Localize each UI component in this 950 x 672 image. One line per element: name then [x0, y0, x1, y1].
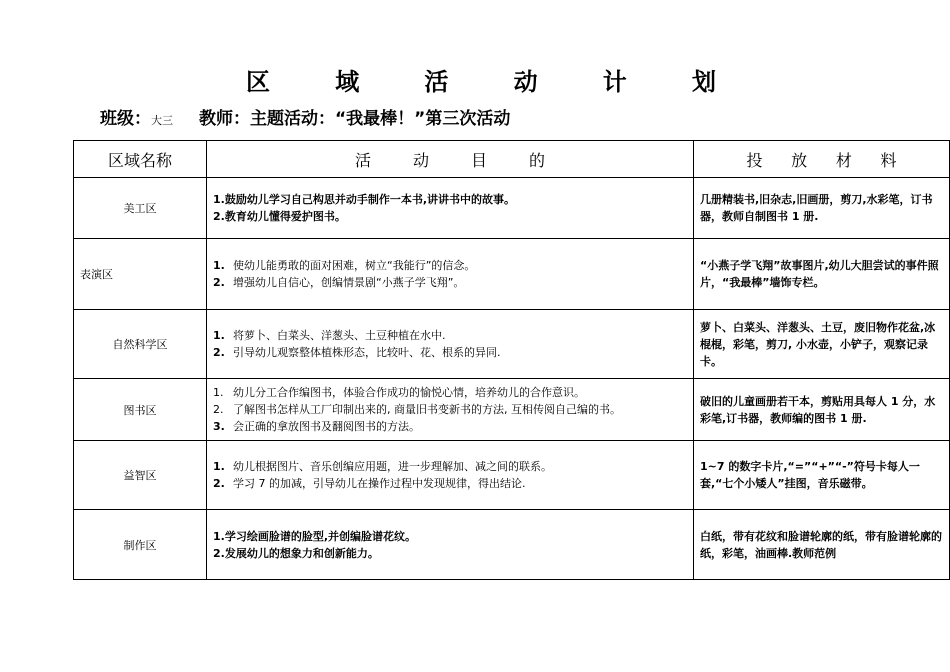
class-value: 大三 — [151, 114, 173, 127]
goal-line — [213, 327, 687, 344]
goal-text: 1.学习绘画脸谱的脸型,并创编脸谱花纹。 — [213, 529, 417, 543]
goal-text: 了解图书怎样从工厂印制出来的, 商量旧书变新书的方法, 互相传阅自己编的书。 — [233, 403, 621, 416]
area-name: 图书区 — [74, 379, 207, 441]
header-material-char: 放 — [791, 150, 808, 170]
title-char: 计 — [602, 68, 627, 96]
goal-text: 将萝卜、白菜头、洋葱头、土豆种植在水中. — [233, 329, 446, 342]
header-goal — [207, 141, 694, 178]
goal-line — [213, 401, 687, 418]
table-row — [74, 310, 950, 379]
title-char: 区 — [246, 68, 270, 96]
material-cell: 萝卜、白菜头、洋葱头、土豆，废旧物作花盆,冰棍棍，彩笔，剪刀, 小水壶，小铲子，观察记录卡。 — [694, 310, 950, 379]
goal-number: 1. — [213, 329, 225, 342]
title-char: 域 — [335, 68, 360, 96]
material-cell: “小燕子学飞翔”故事图片,幼儿大胆尝试的事件照片，“我最棒”墙饰专栏。 — [694, 239, 950, 310]
area-name: 制作区 — [74, 510, 207, 580]
goal-line — [213, 344, 687, 361]
goal-line — [213, 274, 687, 291]
goal-line — [213, 545, 687, 562]
goal-line — [213, 418, 687, 435]
table-row — [74, 510, 950, 580]
title-char: 划 — [691, 68, 716, 96]
goal-text: 幼儿根据图片、音乐创编应用题，进一步理解加、减之间的联系。 — [233, 460, 552, 473]
goal-line — [213, 384, 687, 401]
area-name: 益智区 — [74, 441, 207, 510]
area-name: 表演区 — [74, 239, 207, 310]
goal-text: 1.鼓励幼儿学习自己构思并动手制作一本书,讲讲书中的故事。 — [213, 193, 516, 206]
area-name: 美工区 — [74, 178, 207, 239]
header-material-char: 材 — [835, 150, 852, 170]
area-name: 自然科学区 — [74, 310, 207, 379]
goal-text: 2.教育幼儿懂得爱护图书。 — [213, 210, 346, 223]
class-label: 班级： — [100, 109, 151, 129]
goal-line — [213, 208, 687, 225]
header-material-char: 投 — [746, 150, 763, 170]
header-goal-char: 目 — [470, 150, 487, 170]
goal-cell — [207, 178, 694, 239]
activity-plan-table — [73, 140, 950, 580]
material-cell: 白纸，带有花纹和脸谱轮廓的纸，带有脸谱轮廓的纸，彩笔，油画棒.教师范例 — [694, 510, 950, 580]
goal-cell — [207, 310, 694, 379]
goal-line — [213, 191, 687, 208]
goal-text: 增强幼儿自信心，创编情景剧“小燕子学飞翔”。 — [233, 276, 465, 289]
goal-text: 2.发展幼儿的想象力和创新能力。 — [213, 546, 379, 560]
header-material — [694, 141, 950, 178]
header-goal-char: 的 — [528, 150, 545, 170]
goal-text: 引导幼儿观察整体植株形态，比较叶、花、根系的异同. — [233, 346, 501, 359]
goal-number: 2. — [213, 346, 225, 359]
title-char: 动 — [513, 68, 538, 96]
table-row — [74, 239, 950, 310]
material-cell: 几册精装书,旧杂志,旧画册，剪刀,水彩笔，订书器，教师自制图书 1 册. — [694, 178, 950, 239]
goal-number: 2. — [213, 276, 225, 289]
goal-number: 2. — [213, 403, 224, 416]
goal-text: 幼儿分工合作编图书，体验合作成功的愉悦心情，培养幼儿的合作意识。 — [233, 386, 585, 399]
header-goal-char: 活 — [355, 150, 372, 170]
goal-number: 3. — [213, 420, 225, 433]
material-cell: 1~7 的数字卡片,“=”“+”“-”符号卡每人一套,“七个小矮人”挂图，音乐磁带。 — [694, 441, 950, 510]
goal-text: 会正确的拿放图书及翻阅图书的方法。 — [233, 420, 420, 433]
table-row — [74, 441, 950, 510]
header-area: 区域名称 — [74, 141, 207, 178]
goal-cell — [207, 510, 694, 580]
page-title — [246, 62, 716, 97]
goal-number: 2. — [213, 477, 225, 490]
table-row — [74, 178, 950, 239]
goal-number: 1. — [213, 386, 224, 399]
material-cell: 破旧的儿童画册若干本，剪贴用具每人 1 分，水彩笔,订书器，教师编的图书 1 册. — [694, 379, 950, 441]
goal-number: 1. — [213, 460, 225, 473]
header-goal-char: 动 — [412, 150, 429, 170]
goal-cell — [207, 379, 694, 441]
title-char: 活 — [424, 68, 449, 96]
goal-cell — [207, 441, 694, 510]
goal-text: 使幼儿能勇敢的面对困难，树立“我能行”的信念。 — [233, 259, 476, 272]
subtitle-text: 教师：主题活动：“我最棒！”第三次活动 — [199, 109, 511, 129]
goal-line — [213, 528, 687, 545]
goal-cell — [207, 239, 694, 310]
subtitle — [100, 104, 510, 129]
header-material-char: 料 — [880, 150, 897, 170]
goal-number: 1. — [213, 259, 225, 272]
goal-text: 学习 7 的加减，引导幼儿在操作过程中发现规律，得出结论. — [233, 477, 526, 490]
table-header-row — [74, 141, 950, 178]
table-row — [74, 379, 950, 441]
goal-line — [213, 257, 687, 274]
goal-line — [213, 475, 687, 492]
goal-line — [213, 458, 687, 475]
